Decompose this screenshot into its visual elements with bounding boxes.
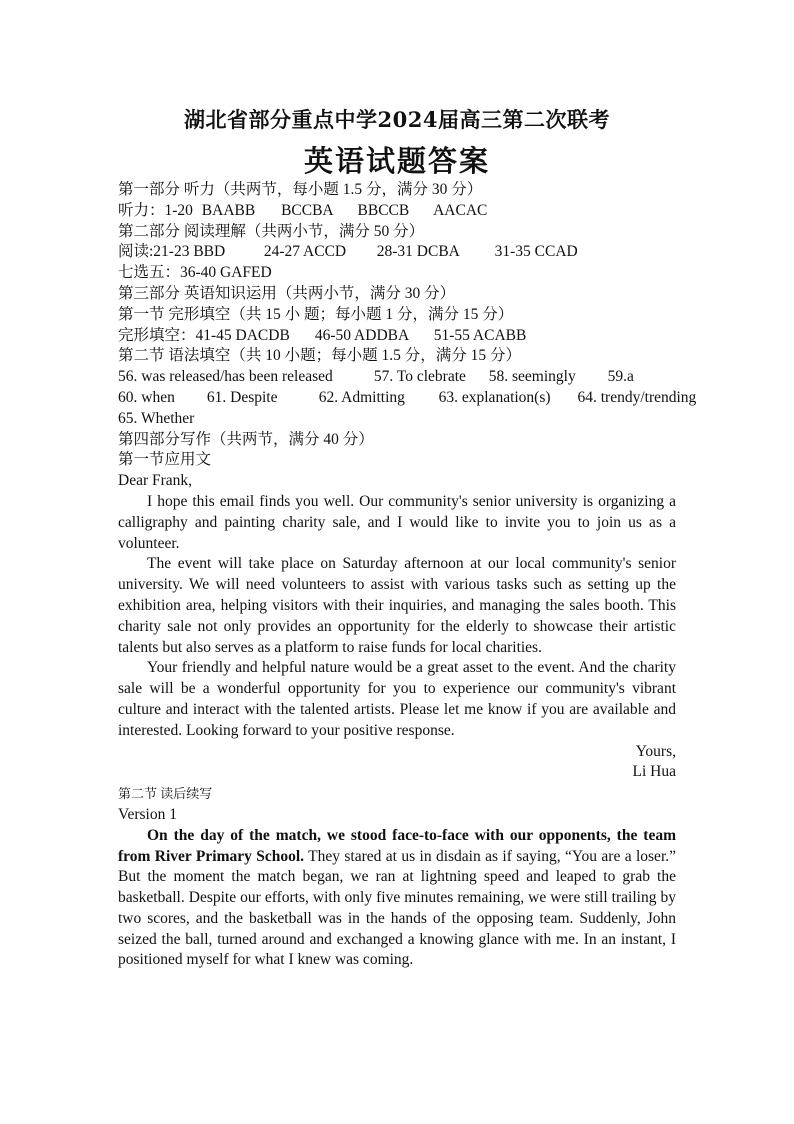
- reading-answers: [118, 242, 676, 263]
- letter-signature: Li Hua: [632, 763, 676, 781]
- answer-content: [118, 180, 697, 971]
- grammar-answer: 57. To clebrate: [373, 368, 466, 386]
- listening-answer-group: BBCCB: [357, 201, 410, 219]
- letter-paragraph: The event will take place on Saturday afternoon at our local community's senior university. We will need volunteers to assist with various tasks such as setting up the exhibition area, helping visitors with their inquiries, and managing the sales booth. This charity sale not only provides an opportunity for the elderly to showcase their artistic talents but also serves as a platform to raise funds for local charities.: [118, 555, 676, 656]
- letter-salutation: Dear Frank,: [118, 472, 193, 490]
- grammar-answer: 58. seemingly: [488, 368, 576, 386]
- part2-heading: 第二部分 阅读理解（共两小节，满分 50 分）: [118, 222, 425, 240]
- part1-heading: 第一部分 听力（共两节，每小题 1.5 分，满分 30 分）: [118, 181, 483, 198]
- exam-title: 湖北省部分重点中学2024届高三第二次联考: [184, 107, 610, 132]
- story-given-opening: On the day of the match, we stood face-to-face with our opponents, the team from River Primary School.: [118, 826, 676, 865]
- cloze-answer-group: 46-50 ADDBA: [314, 326, 410, 344]
- grammar-answer: 56. was released/has been released: [118, 368, 333, 386]
- story-paragraph: [118, 826, 676, 972]
- story-continuation: They stared at us in disdain as if saying, “You are a loser.” But the moment the match began, we ran at lightning speed and leaped to grab the basketball. Despite our efforts, with only five minutes remaining, we were still trailing by two scores, and the basketball was in the hands of the opposing team. Suddenly, John seized the ball, turned around and exchanged a knowing glance with me. In an instant, I positioned myself for what I knew was coming.: [118, 847, 677, 969]
- seven-choose-five-answers: 七选五：36-40 GAFED: [118, 264, 272, 282]
- grammar-answer: 59.a: [607, 368, 634, 386]
- listening-label: 听力：1-20: [118, 201, 193, 219]
- story-version-label: Version 1: [118, 805, 177, 823]
- grammar-answer: 64. trendy/trending: [577, 388, 697, 406]
- part3-heading: 第三部分 英语知识运用（共两小节，满分 30 分）: [118, 284, 456, 302]
- letter-paragraph: Your friendly and helpful nature would be a great asset to the event. And the charity sale will be a wonderful opportunity for you to experience our community's vibrant culture and interact with the talented artists. Please let me know if you are available and interested. Looking forward to your positive response.: [118, 659, 676, 739]
- exam-subtitle: 英语试题答案: [303, 144, 490, 178]
- grammar-answer: 60. when: [118, 388, 175, 406]
- reading-answer-group: 31-35 CCAD: [494, 243, 578, 261]
- reading-answer-group: 28-31 DCBA: [376, 243, 460, 261]
- grammar-answer: 63. explanation(s): [438, 388, 551, 406]
- writing-section2-heading: 第二节 读后续写: [118, 786, 213, 802]
- cloze-answer-group: 51-55 ACABB: [433, 326, 527, 344]
- listening-answer-group: BCCBA: [281, 201, 334, 219]
- part4-heading: 第四部分写作（共两节，满分 40 分）: [118, 430, 374, 448]
- cloze-answers: [118, 326, 676, 347]
- reading-answer-group: 阅读:21-23 BBD: [118, 243, 226, 261]
- letter-closing: Yours,: [635, 742, 676, 760]
- grammar-answers-row: [118, 367, 676, 388]
- grammar-answer: 61. Despite: [206, 388, 278, 406]
- listening-answer-group: BAABB: [201, 201, 256, 219]
- cloze-section-heading: 第一节 完形填空（共 15 小 题；每小题 1 分，满分 15 分）: [118, 305, 514, 323]
- reading-answer-group: 24-27 ACCD: [263, 243, 347, 261]
- listening-answer-group: AACAC: [433, 201, 488, 219]
- grammar-answer: 65. Whether: [118, 409, 195, 427]
- grammar-answer: 62. Admitting: [318, 388, 405, 406]
- grammar-answers-row: [118, 388, 697, 409]
- cloze-answer-group: 完形填空：41-45 DACDB: [118, 326, 290, 344]
- grammar-section-heading: 第二节 语法填空（共 10 小题；每小题 1.5 分，满分 15 分）: [118, 347, 522, 365]
- letter-paragraph: I hope this email finds you well. Our community's senior university is organizing a calligraphy and painting charity sale, and I would like to invite you to join us as a volunteer.: [118, 492, 676, 552]
- writing-section1-heading: 第一节应用文: [118, 451, 212, 469]
- listening-answers: [118, 201, 676, 222]
